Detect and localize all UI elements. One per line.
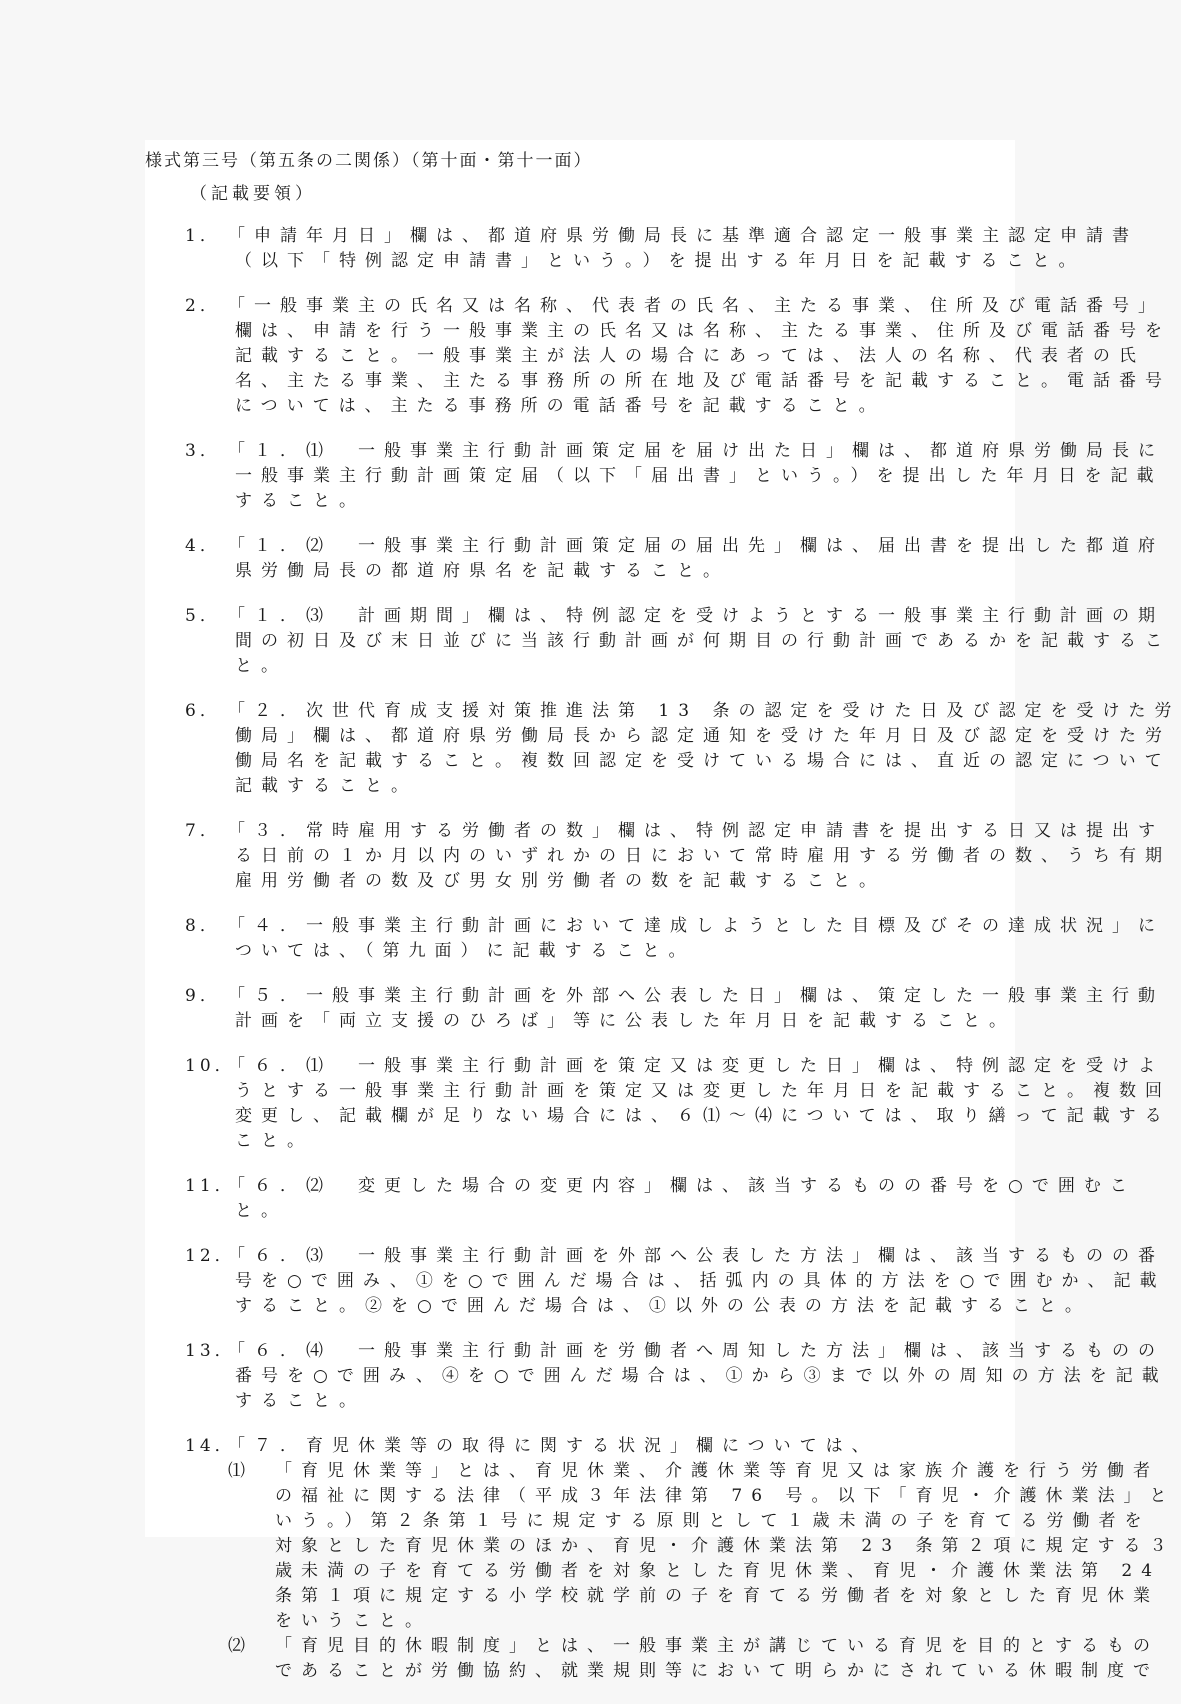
- text-line: 働局名を記載すること。複数回認定を受けている場合には、直近の認定について: [235, 751, 1171, 771]
- sub-item-text: [275, 1634, 1159, 1684]
- item-number: 4．: [185, 536, 221, 556]
- text-line: 「４．一般事業主行動計画において達成しようとした目標及びその達成状況」に: [228, 916, 1164, 936]
- text-line: 「１．⑵ 一般事業主行動計画策定届の届出先」欄は、届出書を提出した都道府: [228, 536, 1164, 556]
- item-number: 6．: [185, 701, 221, 721]
- item-number: 13．: [185, 1341, 236, 1361]
- document-page: [145, 140, 1181, 1681]
- list-item: [185, 1174, 1136, 1224]
- text-line: をいうこと。: [275, 1611, 431, 1631]
- list-item: [185, 534, 1164, 584]
- list-item: [185, 439, 1164, 514]
- list-item: [185, 1054, 1171, 1154]
- text-line: の福祉に関する法律（平成３年法律第 76 号。以下「育児・介護休業法」と: [275, 1486, 1176, 1506]
- item-number: 10．: [185, 1056, 236, 1076]
- item-text: [228, 1434, 1176, 1684]
- item-text: [228, 1054, 1171, 1154]
- item-number: 8．: [185, 916, 221, 936]
- text-line: と。: [235, 1201, 287, 1221]
- text-line: については、主たる事務所の電話番号を記載すること。: [235, 396, 885, 416]
- text-line: 対象とした育児休業のほか、育児・介護休業法第 23 条第２項に規定する３: [275, 1536, 1176, 1556]
- text-line: すること。②を○で囲んだ場合は、①以外の公表の方法を記載すること。: [235, 1296, 1091, 1316]
- item-number: 5．: [185, 606, 221, 626]
- sub-item: [228, 1459, 1176, 1634]
- text-line: 「６．⑶ 一般事業主行動計画を外部へ公表した方法」欄は、該当するものの番: [228, 1246, 1164, 1266]
- text-line: 「３．常時雇用する労働者の数」欄は、特例認定申請書を提出する日又は提出す: [228, 821, 1164, 841]
- text-line: 「６．⑵ 変更した場合の変更内容」欄は、該当するものの番号を○で囲むこ: [228, 1176, 1136, 1196]
- text-line: 記載すること。一般事業主が法人の場合にあっては、法人の名称、代表者の氏: [235, 346, 1145, 366]
- text-line: 番号を○で囲み、④を○で囲んだ場合は、①から③まで以外の周知の方法を記載: [235, 1366, 1168, 1386]
- item-text: [228, 604, 1171, 679]
- text-line: 「６．⑴ 一般事業主行動計画を策定又は変更した日」欄は、特例認定を受けよ: [228, 1056, 1164, 1076]
- text-line: 条第１項に規定する小学校就学前の子を育てる労働者を対象とした育児休業: [275, 1586, 1159, 1606]
- text-line: 「５．一般事業主行動計画を外部へ公表した日」欄は、策定した一般事業主行動: [228, 986, 1164, 1006]
- item-number: 14．: [185, 1436, 236, 1456]
- text-line: 号を○で囲み、①を○で囲んだ場合は、括弧内の具体的方法を○で囲むか、記載: [235, 1271, 1166, 1291]
- item-number: 9．: [185, 986, 221, 1006]
- text-line: 「１．⑴ 一般事業主行動計画策定届を届け出た日」欄は、都道府県労働局長に: [228, 441, 1164, 461]
- list-item: [185, 294, 1171, 419]
- sub-item: [228, 1634, 1159, 1684]
- item-text: [228, 294, 1171, 419]
- text-line: 雇用労働者の数及び男女別労働者の数を記載すること。: [235, 871, 885, 891]
- text-line: であることが労働協約、就業規則等において明らかにされている休暇制度で: [275, 1661, 1159, 1681]
- item-text: [228, 1244, 1166, 1319]
- text-line: 働局」欄は、都道府県労働局長から認定通知を受けた年月日及び認定を受けた労: [235, 726, 1171, 746]
- text-line: 計画を「両立支援のひろば」等に公表した年月日を記載すること。: [235, 1011, 1015, 1031]
- list-item: [185, 914, 1164, 964]
- text-line: 欄は、申請を行う一般事業主の氏名又は名称、主たる事業、住所及び電話番号を: [235, 321, 1171, 341]
- text-line: いう。）第２条第１号に規定する原則として１歳未満の子を育てる労働者を: [275, 1511, 1151, 1531]
- sub-item-text: [275, 1459, 1176, 1634]
- item-text: [228, 1339, 1168, 1414]
- text-line: 名、主たる事業、主たる事務所の所在地及び電話番号を記載すること。電話番号: [235, 371, 1171, 391]
- section-heading: （記載要領）: [190, 184, 316, 204]
- list-item: [185, 699, 1181, 799]
- text-line: 一般事業主行動計画策定届（以下「届出書」という。）を提出した年月日を記載: [235, 466, 1163, 486]
- item-number: 1．: [185, 226, 221, 246]
- text-line: こと。: [235, 1131, 313, 1151]
- list-item: [185, 1339, 1168, 1414]
- list-item: [185, 984, 1164, 1034]
- text-line: る日前の１か月以内のいずれかの日において常時雇用する労働者の数、うち有期: [235, 846, 1171, 866]
- text-line: すること。: [235, 491, 365, 511]
- instruction-list: [185, 224, 1181, 1704]
- sub-item-number: ⑵: [228, 1636, 245, 1656]
- text-line: 「育児休業等」とは、育児休業、介護休業等育児又は家族介護を行う労働者: [275, 1461, 1159, 1481]
- text-line: 「２．次世代育成支援対策推進法第 13 条の認定を受けた日及び認定を受けた労: [228, 701, 1181, 721]
- item-number: 7．: [185, 821, 221, 841]
- text-line: と。: [235, 656, 287, 676]
- list-item: [185, 1244, 1166, 1319]
- list-item: [185, 224, 1138, 274]
- text-line: 「申請年月日」欄は、都道府県労働局長に基準適合認定一般事業主認定申請書: [228, 226, 1138, 246]
- item-number: 11．: [185, 1176, 236, 1196]
- list-item: [185, 819, 1171, 894]
- text-line: （以下「特例認定申請書」という。）を提出する年月日を記載すること。: [235, 251, 1085, 271]
- item-text: [228, 439, 1164, 514]
- text-line: 「育児目的休暇制度」とは、一般事業主が講じている育児を目的とするもの: [275, 1636, 1159, 1656]
- text-line: 間の初日及び末日並びに当該行動計画が何期目の行動計画であるかを記載するこ: [235, 631, 1171, 651]
- text-line: 「一般事業主の氏名又は名称、代表者の氏名、主たる事業、住所及び電話番号」: [228, 296, 1164, 316]
- item-number: 2．: [185, 296, 221, 316]
- text-line: うとする一般事業主行動計画を策定又は変更した年月日を記載すること。複数回: [235, 1081, 1171, 1101]
- text-line: 歳未満の子を育てる労働者を対象とした育児休業、育児・介護休業法第 24: [275, 1561, 1162, 1581]
- text-line: 変更し、記載欄が足りない場合には、６⑴～⑷については、取り繕って記載する: [235, 1106, 1171, 1126]
- item-text: [228, 819, 1171, 894]
- text-line: ついては、（第九面）に記載すること。: [235, 941, 695, 961]
- text-line: すること。: [235, 1391, 365, 1411]
- item-text: [228, 1174, 1136, 1224]
- text-line: 「１．⑶ 計画期間」欄は、特例認定を受けようとする一般事業主行動計画の期: [228, 606, 1164, 626]
- form-title: 様式第三号（第五条の二関係）（第十面・第十一面）: [145, 151, 593, 171]
- text-line: 県労働局長の都道府県名を記載すること。: [235, 561, 729, 581]
- text-line: 記載すること。: [235, 776, 417, 796]
- list-item: [185, 1434, 1176, 1684]
- item-number: 3．: [185, 441, 221, 461]
- text-line: 「７．育児休業等の取得に関する状況」欄については、: [228, 1436, 878, 1456]
- item-text: [228, 914, 1164, 964]
- item-text: [228, 534, 1164, 584]
- item-number: 12．: [185, 1246, 236, 1266]
- item-text: [228, 699, 1181, 799]
- sub-item-number: ⑴: [228, 1461, 245, 1481]
- text-line: 「６．⑷ 一般事業主行動計画を労働者へ周知した方法」欄は、該当するものの: [228, 1341, 1164, 1361]
- item-text: [228, 984, 1164, 1034]
- item-text: [228, 224, 1138, 274]
- list-item: [185, 604, 1171, 679]
